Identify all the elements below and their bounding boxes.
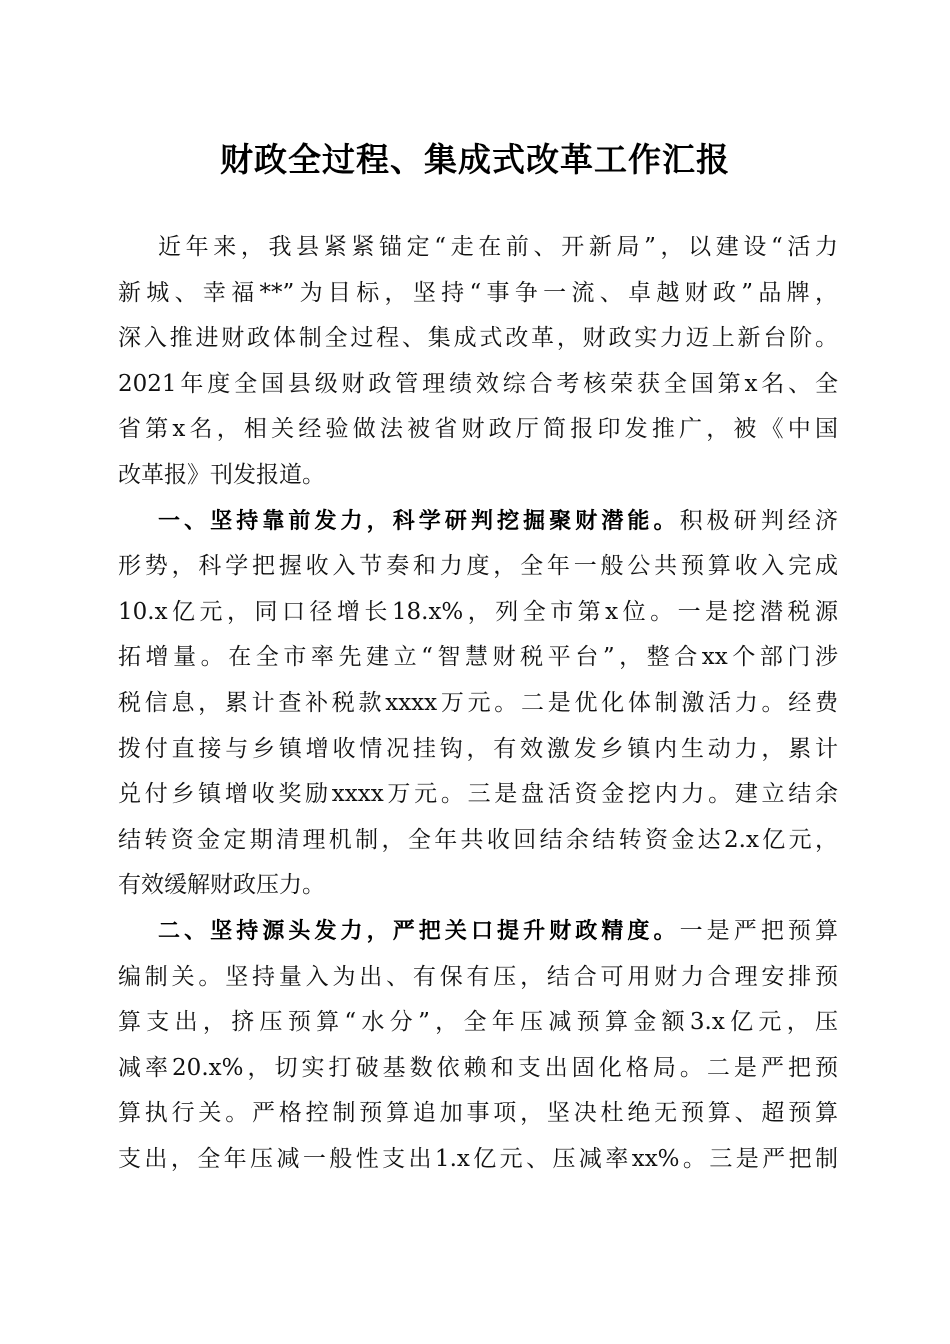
section1-heading: 一、坚持靠前发力，科学研判挖掘聚财潜能。	[158, 508, 680, 534]
intro-line: 省第x名，相关经验做法被省财政厅简报印发推广，被《中国	[118, 416, 838, 443]
section2-heading: 二、坚持源头发力，严把关口提升财政精度。	[158, 918, 680, 944]
section1-line: 有效缓解财政压力。	[118, 872, 325, 899]
section2-first-line	[118, 909, 838, 955]
section2-line: 减率20.x%，切实打破基数依赖和支出固化格局。二是严把预	[118, 1054, 838, 1081]
section1-line: 10.x亿元，同口径增长18.x%，列全市第x位。一是挖潜税源	[118, 598, 838, 625]
section2-line: 编制关。坚持量入为出、有保有压，结合可用财力合理安排预	[118, 963, 838, 990]
section1-line: 拓增量。在全市率先建立“智慧财税平台”，整合xx个部门涉	[118, 644, 838, 671]
section2-first-line-rest: 一是严把预算	[679, 917, 838, 944]
section1-line: 拨付直接与乡镇增收情况挂钩，有效激发乡镇内生动力，累计	[118, 735, 838, 762]
intro-line: 改革报》刊发报道。	[118, 461, 325, 488]
intro-line: 新城、幸福**”为目标，坚持“事争一流、卓越财政”品牌，	[118, 279, 838, 306]
section1-line: 兑付乡镇增收奖励xxxx万元。三是盘活资金挖内力。建立结余	[118, 781, 838, 808]
section1-line: 税信息，累计查补税款xxxx万元。二是优化体制激活力。经费	[118, 689, 838, 716]
section1-line: 形势，科学把握收入节奏和力度，全年一般公共预算收入完成	[118, 553, 838, 580]
document-title: 财政全过程、集成式改革工作汇报	[220, 140, 730, 179]
section1-line: 结转资金定期清理机制，全年共收回结余结转资金达2.x亿元，	[118, 826, 838, 853]
document-body	[118, 225, 838, 1182]
section1-first-line-rest: 积极研判经济	[679, 507, 838, 534]
section2-line: 支出，全年压减一般性支出1.x亿元、压减率xx%。三是严把制	[118, 1145, 838, 1172]
intro-line: 2021年度全国县级财政管理绩效综合考核荣获全国第x名、全	[118, 370, 838, 397]
section2-line: 算支出，挤压预算“水分”，全年压减预算金额3.x亿元，压	[118, 1009, 838, 1036]
section1-first-line	[118, 499, 838, 545]
intro-line: 近年来，我县紧紧锚定“走在前、开新局”，以建设“活力	[158, 234, 838, 260]
intro-line: 深入推进财政体制全过程、集成式改革，财政实力迈上新台阶。	[118, 325, 838, 352]
section2-line: 算执行关。严格控制预算追加事项，坚决杜绝无预算、超预算	[118, 1100, 838, 1127]
